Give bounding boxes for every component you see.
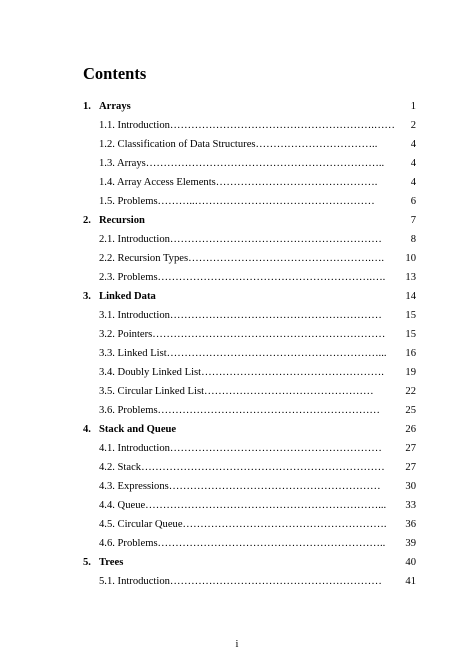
page-number: 41 [405,576,416,587]
page-number: 4 [410,139,416,150]
toc-section [0,325,474,344]
section-title: 1.3. Arrays………………………………………………………….. [99,158,385,169]
section-title: 2.3. Problems…………………………………………………….…. [99,272,386,283]
section-title: 2.1. Introduction…………………………………………………… [99,234,382,245]
toc-section [0,173,474,192]
section-title: 4.3. Expressions…………………………………………………… [99,481,381,492]
page-number: 1 [410,101,416,112]
toc-section [0,458,474,477]
page-number: 26 [405,424,416,435]
toc-section [0,344,474,363]
page-number: 13 [405,272,416,283]
toc-chapter [0,287,474,306]
chapter-number: 4. [83,424,91,435]
section-title: 4.5. Circular Queue…………………………………………………. [99,519,387,530]
section-title: 1.4. Array Access Elements………………………………………. [99,177,378,188]
chapter-title: Trees [99,557,124,568]
page-number: 15 [405,310,416,321]
toc-section [0,572,474,591]
section-title: 3.5. Circular Linked List………………………………………… [99,386,374,397]
toc-section [0,363,474,382]
toc-section [0,382,474,401]
toc-section [0,192,474,211]
section-title: 4.4. Queue…………………………………………………………... [99,500,387,511]
section-title: 4.2. Stack…………………………………………………………… [99,462,385,473]
toc-section [0,534,474,553]
page-number: 27 [405,443,416,454]
section-title: 3.4. Doubly Linked List……………………………………………. [99,367,384,378]
page-number: 4 [410,177,416,188]
section-title: 3.1. Introduction…………………………………………………… [99,310,382,321]
section-title: 1.1. Introduction………………………………………………….…… [99,120,396,131]
toc-chapter [0,553,474,572]
chapter-number: 5. [83,557,91,568]
section-title: 5.1. Introduction…………………………………………………… [99,576,382,587]
toc-section [0,249,474,268]
page-number: 6 [410,196,416,207]
page-number: 27 [405,462,416,473]
page-number: 19 [405,367,416,378]
toc-section [0,268,474,287]
page-number: 25 [405,405,416,416]
chapter-title: Arrays [99,101,131,112]
toc-chapter [0,420,474,439]
chapter-title: Stack and Queue [99,424,177,435]
section-title: 2.2. Recursion Types…………………………………………….…. [99,253,385,264]
page-number: 10 [405,253,416,264]
page-number: 14 [405,291,416,302]
toc-section [0,306,474,325]
chapter-number: 3. [83,291,91,302]
contents-heading: Contents [83,64,147,83]
section-title: 4.1. Introduction…………………………………………………… [99,443,382,454]
section-title: 3.6. Problems……………………………………………………… [99,405,381,416]
page-number: 7 [410,215,416,226]
page-number: 8 [410,234,416,245]
page-number: 22 [405,386,416,397]
toc-section [0,496,474,515]
section-title: 4.6. Problems……………………………………………………….. [99,538,386,549]
page-number: 30 [405,481,416,492]
chapter-number: 1. [83,101,91,112]
chapter-number: 2. [83,215,91,226]
toc-section [0,477,474,496]
page-number: 39 [405,538,416,549]
toc-section [0,135,474,154]
section-title: 1.2. Classification of Data Structures…………………………….. [99,139,378,150]
section-title: 1.5. Problems………..…………………………………………… [99,196,375,207]
table-of-contents [0,97,474,591]
page-number: 2 [410,120,416,131]
toc-section [0,116,474,135]
footer-page-number: i [235,639,239,650]
toc-chapter [0,211,474,230]
page-number: 40 [405,557,416,568]
page-number: 36 [405,519,416,530]
toc-section [0,439,474,458]
toc-section [0,401,474,420]
page-number: 15 [405,329,416,340]
toc-chapter [0,97,474,116]
chapter-title: Linked Data [99,291,156,302]
toc-section [0,154,474,173]
page-number: 4 [410,158,416,169]
section-title: 3.3. Linked List……………………………………………………... [99,348,387,359]
toc-section [0,515,474,534]
section-title: 3.2. Pointers………………………………………………………… [99,329,386,340]
chapter-title: Recursion [99,215,145,226]
page-number: 33 [405,500,416,511]
toc-section [0,230,474,249]
page-number: 16 [405,348,416,359]
